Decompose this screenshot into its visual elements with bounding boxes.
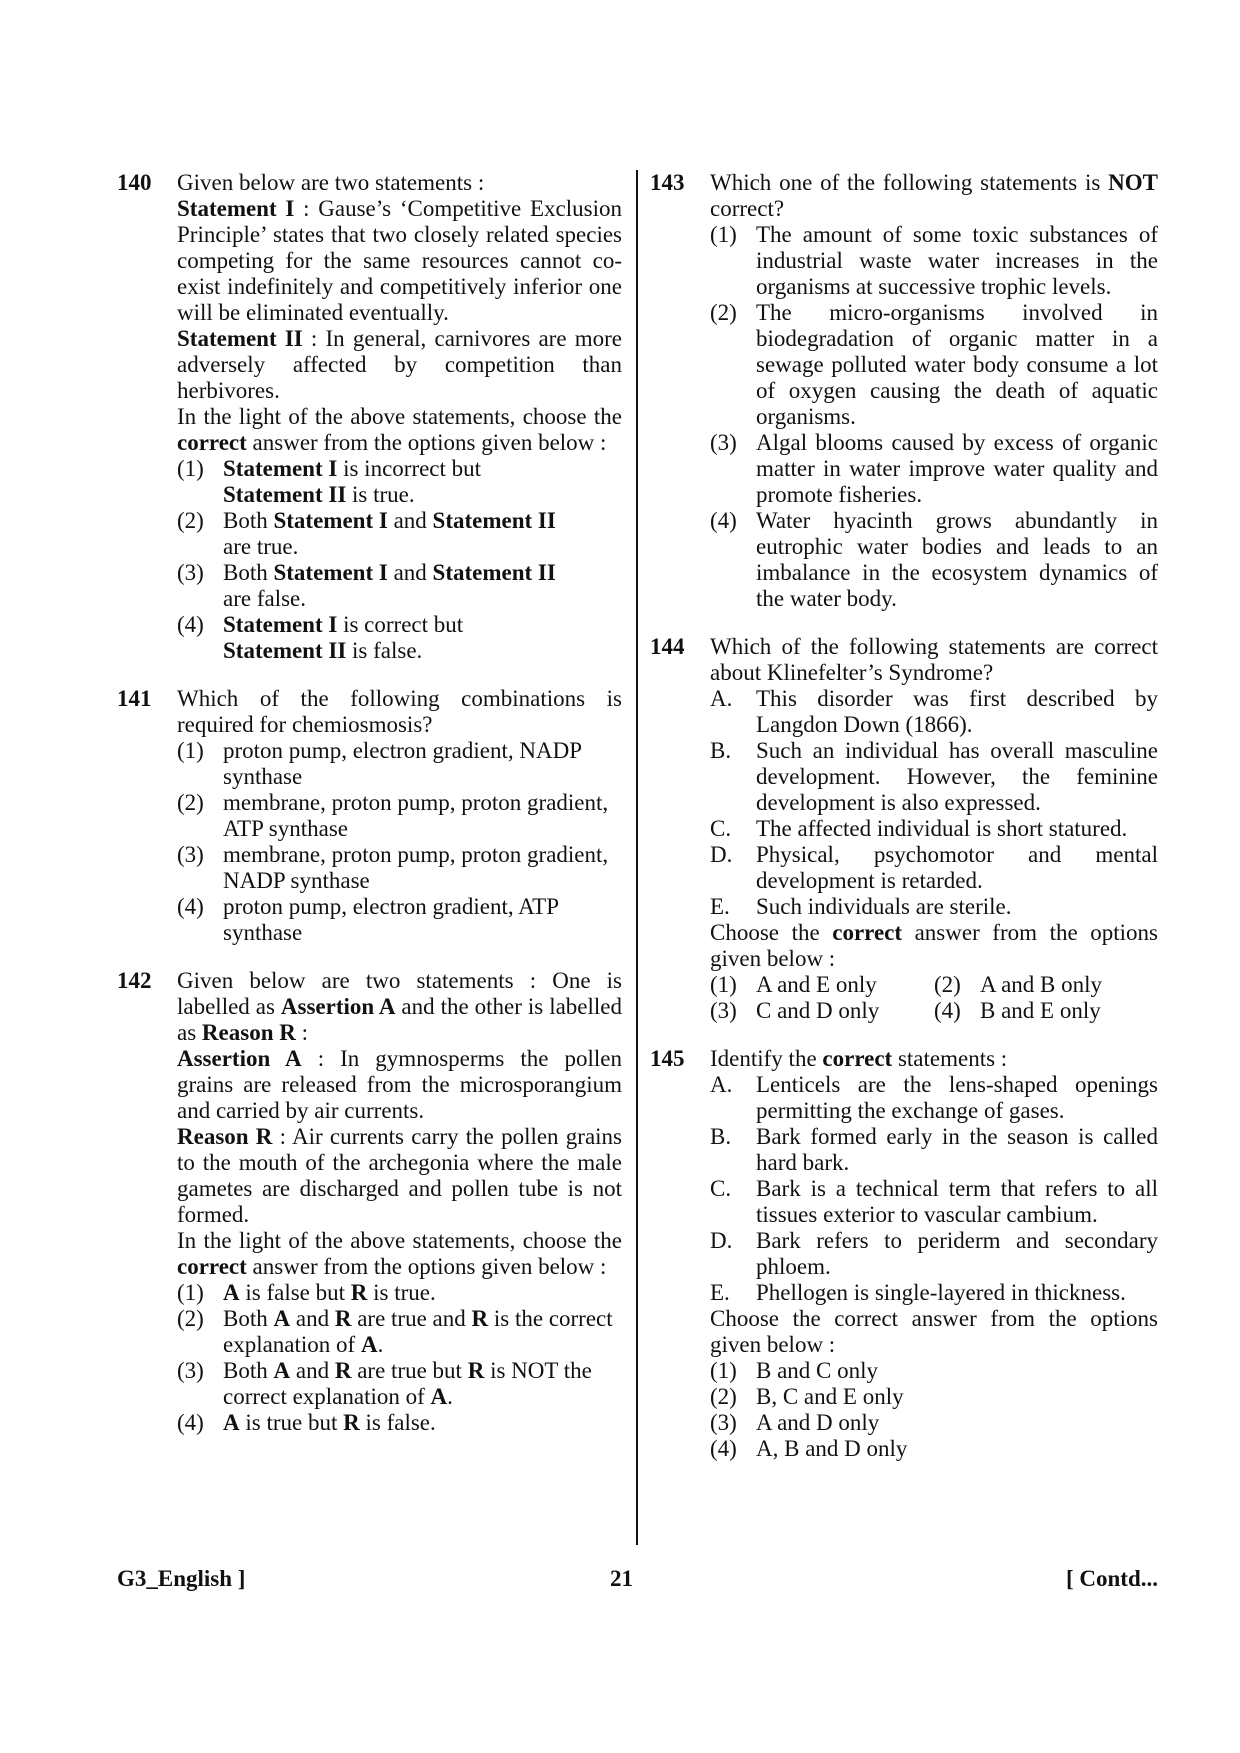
option-key: (3): [177, 560, 204, 585]
option-4[interactable]: [934, 998, 1158, 1024]
option-key: (4): [710, 508, 737, 533]
question-intro: Given below are two statements :: [177, 170, 485, 195]
option-text: proton pump, electron gradient, NADP synthase: [223, 738, 582, 789]
option-text: B, C and E only: [756, 1384, 904, 1409]
option-key: (2): [177, 508, 204, 533]
option-key: (4): [177, 612, 204, 637]
question-number: 142: [117, 968, 152, 993]
statement-item: [710, 1228, 1158, 1280]
question-141: [117, 686, 622, 946]
option-row: [710, 998, 1158, 1024]
option-key: (3): [177, 842, 204, 867]
item-key: A.: [710, 1072, 733, 1097]
option-key: (3): [710, 1410, 737, 1435]
statement-item: [710, 738, 1158, 816]
question-intro: Which one of the following statements is NOT correct?: [710, 170, 1158, 221]
reason-text: : Air currents carry the pollen grains to the mouth of the archegonia where the male gametes are discharged and pollen tube is not formed.: [177, 1124, 623, 1227]
option-text: B and C only: [756, 1358, 879, 1383]
option-text: The amount of some toxic substances of industrial waste water increases in the organisms at successive trophic levels.: [756, 222, 1158, 299]
option-3[interactable]: [177, 842, 622, 894]
reason: [177, 1124, 622, 1228]
item-text: Phellogen is single-layered in thickness.: [756, 1280, 1126, 1305]
question-intro: Identify the correct statements :: [710, 1046, 1008, 1071]
footer-page-number: 21: [610, 1566, 633, 1591]
option-text: A and D only: [756, 1410, 880, 1435]
question-number: 144: [650, 634, 685, 659]
question-140: [117, 170, 622, 664]
question-number: 143: [650, 170, 685, 195]
option-row: [710, 972, 1158, 998]
option-text: A and B only: [980, 972, 1103, 997]
option-key: (1): [177, 738, 204, 763]
column-divider: [636, 170, 638, 1545]
item-text: This disorder was first described by Langdon Down (1866).: [756, 686, 1158, 737]
question-143: [650, 170, 1158, 612]
question-144: [650, 634, 1158, 1024]
option-key: (2): [177, 1306, 204, 1331]
statement-item: [710, 1280, 1158, 1306]
option-4[interactable]: (4) A is true but R is false.: [177, 1410, 436, 1435]
footer-continued: [ Contd...: [1065, 1566, 1158, 1591]
statement-item: [710, 1124, 1158, 1176]
statement-item: [710, 894, 1158, 920]
item-key: A.: [710, 686, 733, 711]
right-column: [650, 170, 1158, 1484]
option-1[interactable]: (1) A is false but R is true.: [177, 1280, 436, 1305]
option-1[interactable]: [710, 222, 1158, 300]
option-text: A and E only: [756, 972, 877, 997]
statement-item: [710, 1072, 1158, 1124]
choose-instruction: In the light of the above statements, choose the correct answer from the options given below :: [177, 1228, 622, 1279]
item-key: C.: [710, 1176, 732, 1201]
option-2[interactable]: (2) Both A and R are true and R is the correct explanation of A.: [177, 1306, 613, 1357]
option-2[interactable]: [710, 300, 1158, 430]
option-3[interactable]: (3) Both A and R are true but R is NOT the correct explanation of A.: [177, 1358, 592, 1409]
item-key: B.: [710, 1124, 732, 1149]
option-key: (1): [177, 456, 204, 481]
item-key: D.: [710, 842, 733, 867]
option-key: (3): [710, 430, 737, 455]
assertion-text: : In gymnosperms the pollen grains are released from the microsporangium and carried by air currents.: [177, 1046, 622, 1123]
item-text: Bark refers to periderm and secondary phloem.: [756, 1228, 1158, 1279]
option-text: B and E only: [980, 998, 1101, 1023]
assertion: [177, 1046, 622, 1124]
question-number: 145: [650, 1046, 685, 1071]
option-text: A, B and D only: [756, 1436, 908, 1461]
option-text: membrane, proton pump, proton gradient, ATP synthase: [223, 790, 609, 841]
option-text: Algal blooms caused by excess of organic matter in water improve water quality and promote fisheries.: [756, 430, 1158, 507]
statement-item: [710, 842, 1158, 894]
question-number: 141: [117, 686, 152, 711]
footer-paper-code: G3_English ]: [117, 1566, 246, 1591]
item-text: Physical, psychomotor and mental development is retarded.: [756, 842, 1158, 893]
statement-item: [710, 686, 1158, 738]
option-key: (4): [177, 1410, 204, 1435]
option-text: proton pump, electron gradient, ATP synthase: [223, 894, 559, 945]
option-key: (1): [710, 972, 737, 997]
option-key: (4): [934, 998, 961, 1023]
item-text: Such individuals are sterile.: [756, 894, 1012, 919]
option-3[interactable]: [710, 1410, 1158, 1436]
statement-text: : In general, carnivores are more adversely affected by competition than herbivores.: [177, 326, 622, 403]
option-text: C and D only: [756, 998, 880, 1023]
item-text: Bark is a technical term that refers to all tissues exterior to vascular cambium.: [756, 1176, 1158, 1227]
option-4[interactable]: [177, 894, 622, 946]
option-key: (1): [710, 222, 737, 247]
statement-2: [177, 326, 622, 404]
statement-item: [710, 1176, 1158, 1228]
reason-label: Reason R: [177, 1124, 273, 1149]
item-text: Such an individual has overall masculine development. However, the feminine development is also expressed.: [756, 738, 1158, 815]
option-text: The micro-organisms involved in biodegradation of organic matter in a sewage polluted water body consume a lot of oxygen causing the death of aquatic organisms.: [756, 300, 1158, 429]
choose-instruction: In the light of the above statements, choose the correct answer from the options given below :: [177, 404, 622, 455]
item-key: E.: [710, 894, 730, 919]
statement-label: Statement I: [177, 196, 295, 221]
option-3[interactable]: [710, 998, 934, 1024]
option-2[interactable]: [710, 1384, 1158, 1410]
option-text: membrane, proton pump, proton gradient, NADP synthase: [223, 842, 609, 893]
assertion-label: Assertion A: [177, 1046, 302, 1071]
option-key: (3): [710, 998, 737, 1023]
option-1[interactable]: (1) Statement I is incorrect but Statement II is true.: [177, 456, 482, 507]
statement-label: Statement II: [177, 326, 303, 351]
option-key: (2): [177, 790, 204, 815]
item-key: C.: [710, 816, 732, 841]
item-key: E.: [710, 1280, 730, 1305]
option-2[interactable]: [934, 972, 1158, 998]
question-142: [117, 968, 622, 1436]
statement-text: : Gause’s ‘Competitive Exclusion Principle’ states that two closely related species competing for the same resources cannot co-exist indefinitely and competitively inferior one will be eliminated eventually.: [177, 196, 622, 325]
left-column: [117, 170, 622, 1458]
item-key: B.: [710, 738, 732, 763]
option-4[interactable]: [710, 508, 1158, 612]
option-4[interactable]: [710, 1436, 1158, 1462]
option-2[interactable]: [177, 790, 622, 842]
choose-instruction: Choose the correct answer from the options given below :: [710, 1306, 1158, 1357]
question-145: [650, 1046, 1158, 1462]
option-key: (1): [177, 1280, 204, 1305]
option-text: Water hyacinth grows abundantly in eutrophic water bodies and leads to an imbalance in the ecosystem dynamics of the water body.: [756, 508, 1158, 611]
question-intro: Given below are two statements : One is labelled as Assertion A and the other is labelled as Reason R :: [177, 968, 622, 1045]
item-text: Lenticels are the lens-shaped openings permitting the exchange of gases.: [756, 1072, 1158, 1123]
question-intro: Which of the following statements are correct about Klinefelter’s Syndrome?: [710, 634, 1158, 685]
option-3[interactable]: [710, 430, 1158, 508]
option-key: (2): [710, 300, 737, 325]
choose-instruction: Choose the correct answer from the options given below :: [710, 920, 1158, 971]
item-text: The affected individual is short statured.: [756, 816, 1128, 841]
option-1[interactable]: [710, 972, 934, 998]
option-key: (1): [710, 1358, 737, 1383]
option-4[interactable]: (4) Statement I is correct but Statement II is false.: [177, 612, 464, 663]
option-1[interactable]: [710, 1358, 1158, 1384]
question-number: 140: [117, 170, 152, 195]
option-3[interactable]: (3) Both Statement I and Statement II are false.: [177, 560, 556, 611]
option-key: (4): [710, 1436, 737, 1461]
statement-item: [710, 816, 1158, 842]
item-key: D.: [710, 1228, 733, 1253]
option-1[interactable]: [177, 738, 622, 790]
option-key: (2): [934, 972, 961, 997]
option-2[interactable]: (2) Both Statement I and Statement II are true.: [177, 508, 556, 559]
option-key: (3): [177, 1358, 204, 1383]
statement-1: [177, 196, 622, 326]
item-text: Bark formed early in the season is called hard bark.: [756, 1124, 1158, 1175]
question-intro: Which of the following combinations is required for chemiosmosis?: [177, 686, 622, 737]
option-key: (2): [710, 1384, 737, 1409]
option-key: (4): [177, 894, 204, 919]
